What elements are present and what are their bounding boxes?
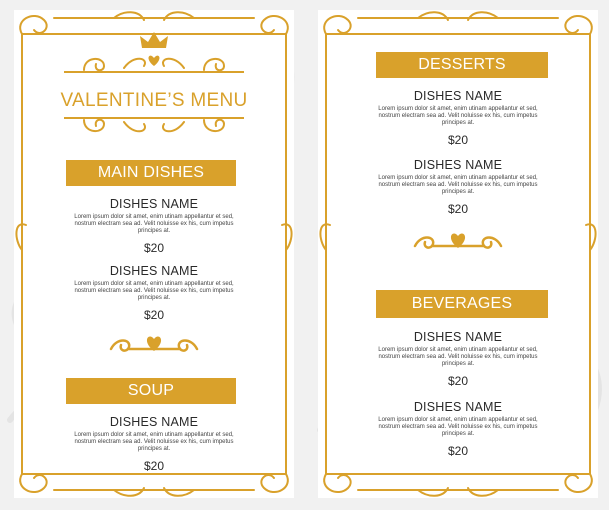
dish-name: DISHES NAME — [413, 330, 503, 344]
dish-price: $20 — [143, 458, 165, 473]
flourish-divider-icon — [64, 50, 244, 76]
crown-icon — [138, 30, 170, 52]
dish-description: Lorem ipsum dolor sit amet, enim utinam appellantur et sed, nostrum electram sea ad. Velit noluisse ex his, cum impetus principes at. — [378, 175, 538, 196]
section-banner-main-dishes: MAIN DISHES — [66, 160, 236, 186]
dish-price: $20 — [143, 240, 165, 255]
dish-item — [318, 158, 598, 216]
dish-price: $20 — [447, 443, 469, 458]
dish-description: Lorem ipsum dolor sit amet, enim utinam appellantur et sed, nostrum electram sea ad. Velit noluisse ex his, cum impetus principes at. — [378, 417, 538, 438]
dish-name: DISHES NAME — [413, 158, 503, 172]
dish-item — [14, 264, 294, 322]
dish-description: Lorem ipsum dolor sit amet, enim utinam appellantur et sed, nostrum electram sea ad. Velit noluisse ex his, cum impetus principes at. — [74, 432, 234, 453]
flourish-divider-icon — [109, 333, 199, 359]
section-banner-desserts: DESSERTS — [376, 52, 548, 78]
dish-price: $20 — [143, 307, 165, 322]
dish-item — [14, 415, 294, 473]
menu-card-right — [318, 10, 598, 498]
menu-card-left — [14, 10, 294, 498]
dish-name: DISHES NAME — [413, 89, 503, 103]
dish-description: Lorem ipsum dolor sit amet, enim utinam appellantur et sed, nostrum electram sea ad. Velit noluisse ex his, cum impetus principes at. — [74, 281, 234, 302]
menu-title: VALENTINE’S MENU — [60, 90, 248, 111]
dish-description: Lorem ipsum dolor sit amet, enim utinam appellantur et sed, nostrum electram sea ad. Velit noluisse ex his, cum impetus principes at. — [378, 106, 538, 127]
dish-description: Lorem ipsum dolor sit amet, enim utinam appellantur et sed, nostrum electram sea ad. Velit noluisse ex his, cum impetus principes at. — [74, 214, 234, 235]
section-banner-beverages: BEVERAGES — [376, 290, 548, 318]
dish-price: $20 — [447, 132, 469, 147]
dish-item — [14, 197, 294, 255]
dish-price: $20 — [447, 373, 469, 388]
flourish-divider-icon — [64, 114, 244, 140]
dish-name: DISHES NAME — [109, 264, 199, 278]
dish-item — [318, 89, 598, 147]
dish-description: Lorem ipsum dolor sit amet, enim utinam appellantur et sed, nostrum electram sea ad. Velit noluisse ex his, cum impetus principes at. — [378, 347, 538, 368]
dish-name: DISHES NAME — [413, 400, 503, 414]
dish-item — [318, 330, 598, 388]
dish-name: DISHES NAME — [109, 415, 199, 429]
section-banner-soup: SOUP — [66, 378, 236, 404]
dish-name: DISHES NAME — [109, 197, 199, 211]
flourish-divider-icon — [413, 230, 503, 256]
dish-price: $20 — [447, 201, 469, 216]
dish-item — [318, 400, 598, 458]
